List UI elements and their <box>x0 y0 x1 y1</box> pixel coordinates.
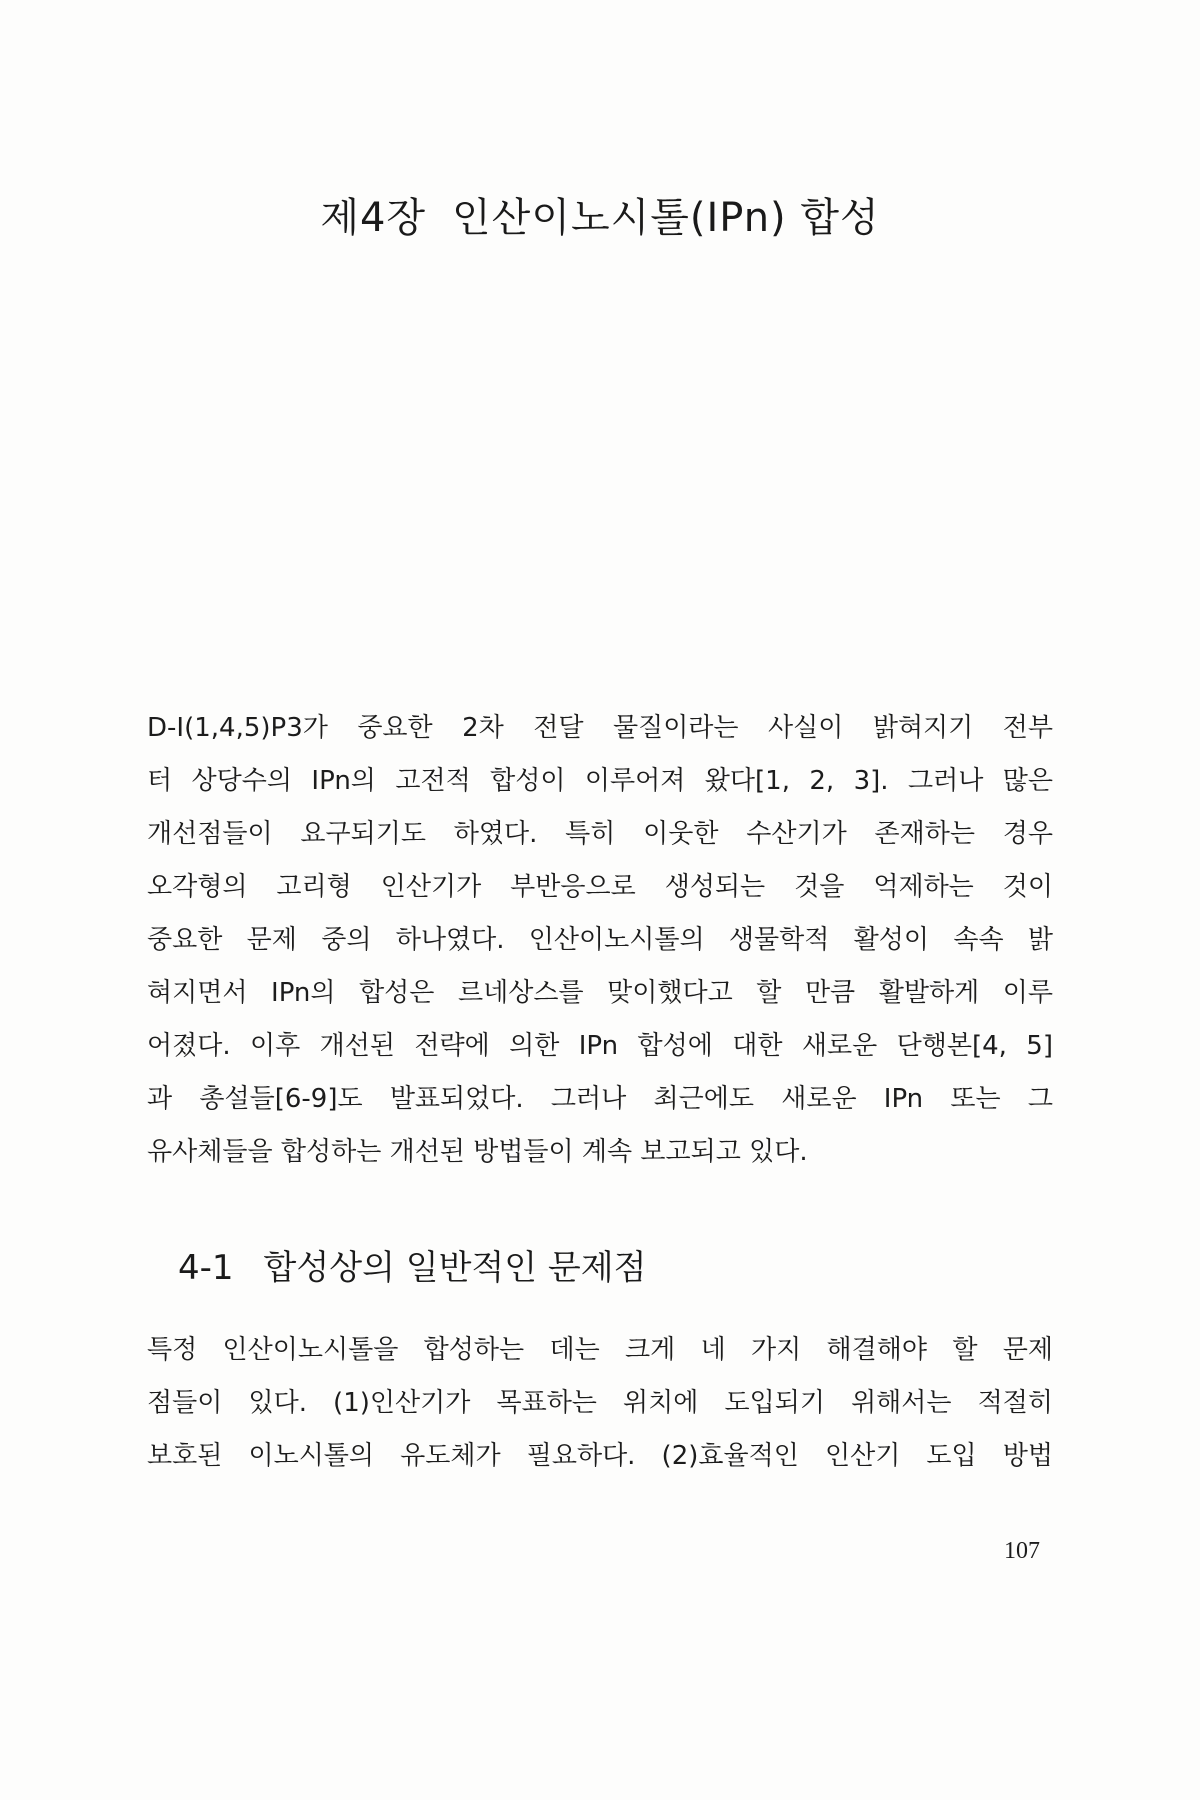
section-title-text: 합성상의 일반적인 문제점 <box>263 1248 647 1288</box>
paragraph-line: 과 총설들[6-9]도 발표되었다. 그러나 최근에도 새로운 IPn 또는 그 <box>147 1084 1053 1114</box>
paragraph-line: 혀지면서 IPn의 합성은 르네상스를 맞이했다고 할 만큼 활발하게 이루 <box>147 978 1053 1008</box>
chapter-number: 제4장 <box>320 195 427 241</box>
paragraph-line: 중요한 문제 중의 하나였다. 인산이노시톨의 생물학적 활성이 속속 밝 <box>147 925 1053 955</box>
paragraph-line: D-I(1,4,5)P3가 중요한 2차 전달 물질이라는 사실이 밝혀지기 전부 <box>147 713 1053 743</box>
paragraph-line: 터 상당수의 IPn의 고전적 합성이 이루어져 왔다[1, 2, 3]. 그러나 많은 <box>147 766 1053 796</box>
paragraph-line: 개선점들이 요구되기도 하였다. 특히 이웃한 수산기가 존재하는 경우 <box>147 819 1053 849</box>
paragraph-line: 특정 인산이노시톨을 합성하는 데는 크게 네 가지 해결해야 할 문제 <box>147 1335 1053 1365</box>
chapter-title-text: 인산이노시톨(IPn) 합성 <box>452 195 880 241</box>
paragraph-line: 어졌다. 이후 개선된 전략에 의한 IPn 합성에 대한 새로운 단행본[4, 5] <box>147 1031 1053 1061</box>
section-paragraph <box>147 1324 1053 1483</box>
section-number: 4-1 <box>178 1248 234 1288</box>
intro-paragraph <box>147 702 1053 1179</box>
page-number: 107 <box>1004 1538 1040 1564</box>
paragraph-line: 보호된 이노시톨의 유도체가 필요하다. (2)효율적인 인산기 도입 방법 <box>147 1441 1053 1471</box>
section-heading <box>178 1240 646 1289</box>
paragraph-line: 점들이 있다. (1)인산기가 목표하는 위치에 도입되기 위해서는 적절히 <box>147 1388 1053 1418</box>
chapter-title <box>0 186 1200 243</box>
paragraph-line: 오각형의 고리형 인산기가 부반응으로 생성되는 것을 억제하는 것이 <box>147 872 1053 902</box>
paragraph-line: 유사체들을 합성하는 개선된 방법들이 계속 보고되고 있다. <box>147 1137 808 1167</box>
